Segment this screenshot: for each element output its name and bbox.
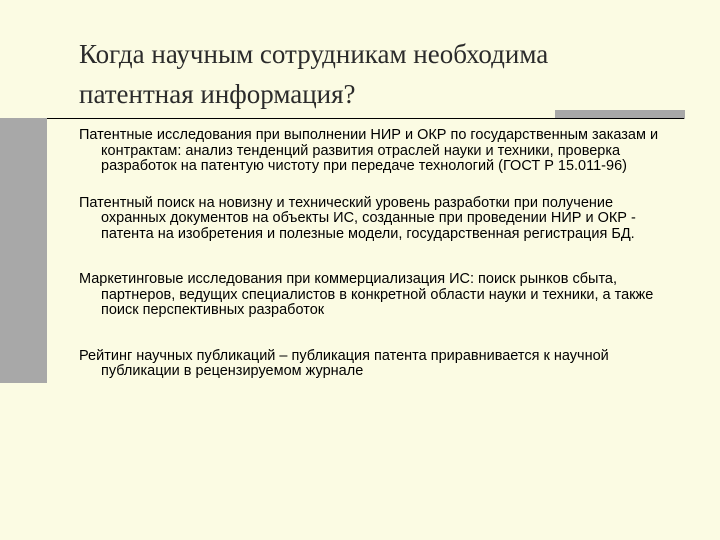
item-text: при выполнении НИР и ОКР по государственным заказам и контрактам: анализ тенденций развития отраслей науки и техники, проверка разработок на патентую чистоту при передаче технологий (ГОСТ Р 15.011-96) (101, 127, 659, 174)
item-term: Рейтинг научных публикаций (79, 347, 276, 364)
title-divider (22, 118, 684, 119)
title-line-2: патентная информация? (79, 79, 356, 109)
item-term: Патентный поиск (79, 194, 195, 211)
item-term: Патентные исследования (79, 127, 252, 143)
item-text: на новизну и технический уровень разработки при получение охранных документов на объекты ИС, созданные при проведении НИР и ОКР - патента на изобретения и полезные модели, государственная регистрация БД. (101, 194, 636, 242)
item-term: Маркетинговые исследования (79, 271, 283, 287)
bullet-list (79, 128, 679, 380)
title-line-1: Когда научным сотрудникам необходима (79, 39, 549, 69)
item-text: при коммерциализация ИС: поиск рынков сбыта, партнеров, ведущих специалистов в конкретной области науки и техники, а также поиск перспективных разработок (101, 271, 654, 318)
list-item-patent-search (79, 196, 679, 243)
item-text: – публикация патента приравнивается к научной публикации в рецензируемом журнале (101, 347, 609, 379)
list-item-marketing-research (79, 272, 679, 319)
decorative-bar-left (0, 118, 47, 383)
slide-title (79, 34, 699, 114)
list-item-publication-rating (79, 349, 679, 380)
list-item-patent-research (79, 128, 679, 175)
